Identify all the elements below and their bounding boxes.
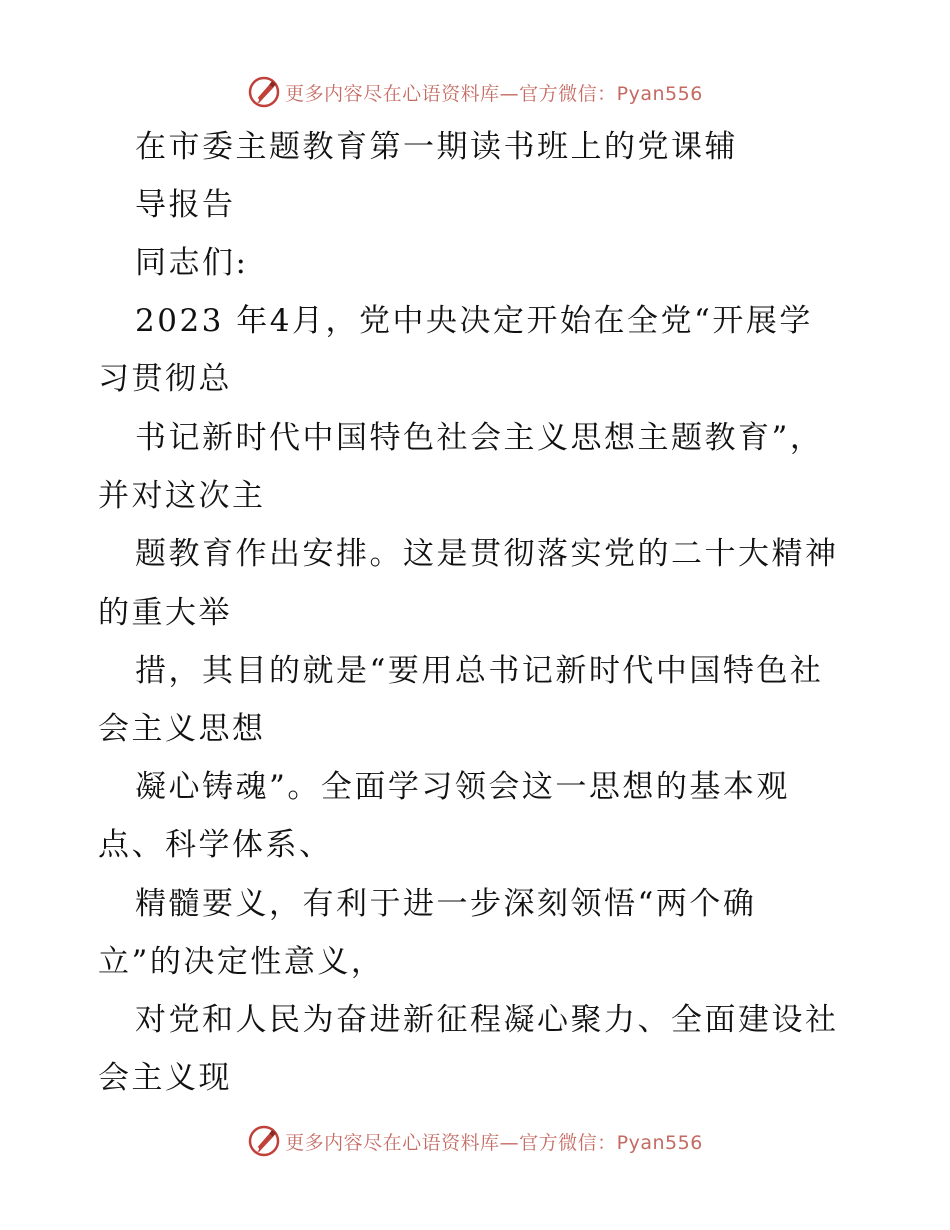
text-line: 2023 年4月，党中央决定开始在全党“开展学 (135, 303, 813, 339)
watermark-text: 更多内容尽在心语资料库—官方微信：Pyan556 (285, 82, 703, 105)
text-line: 并对这次主 (98, 478, 266, 514)
watermark-text: 更多内容尽在心语资料库—官方微信：Pyan556 (285, 1131, 703, 1154)
text-line: 题教育作出安排。这是贯彻落实党的二十大精神 (135, 536, 839, 572)
text-line: 会主义思想 (98, 711, 266, 747)
header-watermark (0, 72, 950, 112)
text-line: 立”的决定性意义， (98, 944, 385, 980)
text-line: 会主义现 (98, 1060, 232, 1096)
text-line: 凝心铸魂”。全面学习领会这一思想的基本观 (135, 769, 790, 805)
text-line: 对党和人民为奋进新征程凝心聚力、全面建设社 (135, 1002, 839, 1038)
text-line: 导报告 (135, 187, 236, 223)
pen-circle-logo-icon (247, 75, 281, 109)
text-line: 精髓要义，有利于进一步深刻领悟“两个确 (135, 886, 757, 922)
text-line: 书记新时代中国特色社会主义思想主题教育”， (135, 420, 824, 456)
text-line: 习贯彻总 (98, 361, 232, 397)
text-line: 的重大举 (98, 595, 232, 631)
text-line: 措，其目的就是“要用总书记新时代中国特色社 (135, 653, 824, 689)
footer-watermark (0, 1121, 950, 1161)
text-line: 点、科学体系、 (98, 827, 333, 863)
pen-circle-logo-icon (247, 1124, 281, 1158)
text-line: 在市委主题教育第一期读书班上的党课辅 (135, 129, 738, 165)
text-line: 同志们: (135, 245, 249, 281)
